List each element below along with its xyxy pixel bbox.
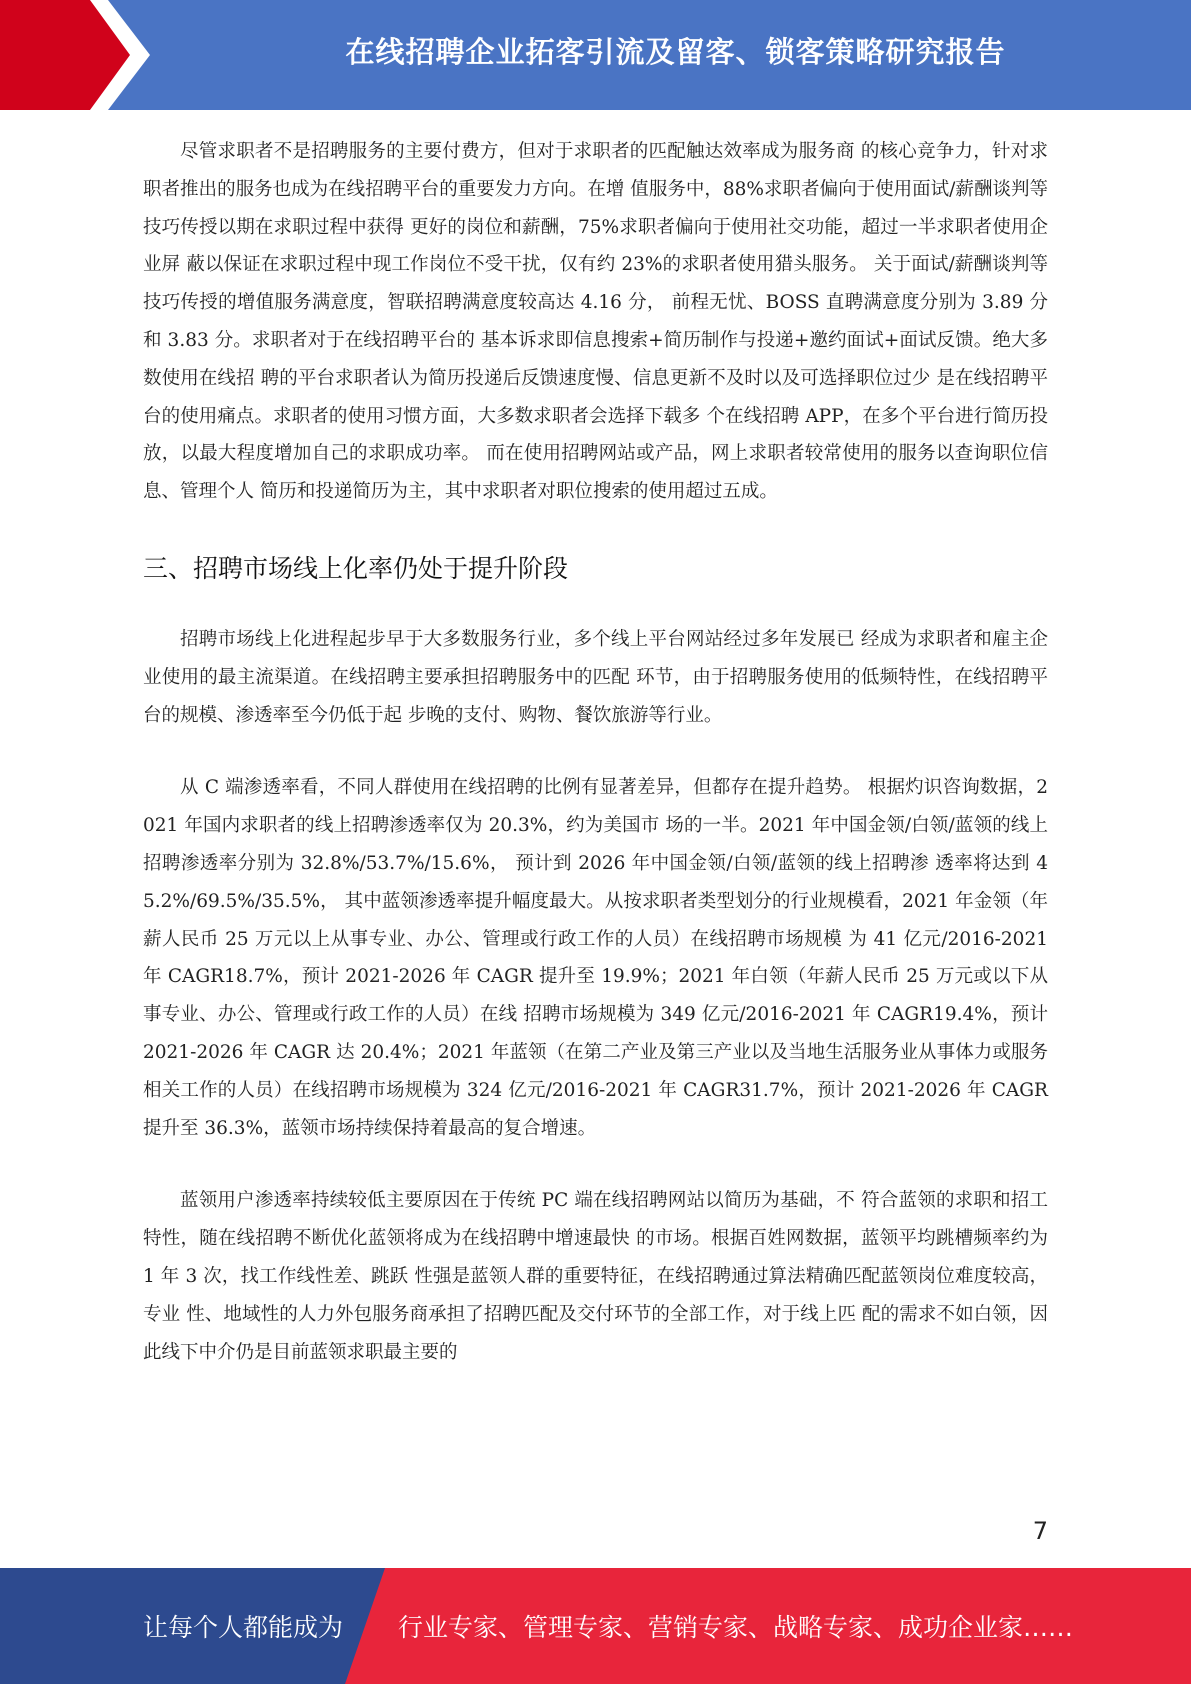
page-footer (0, 1568, 1191, 1684)
page-number: 7 (1032, 1517, 1048, 1545)
document-body (143, 133, 1048, 1371)
footer-slogan-left: 让每个人都能成为 (143, 1613, 344, 1642)
paragraph-job-seekers: 尽管求职者不是招聘服务的主要付费方，但对于求职者的匹配触达效率成为服务商 的核心竞争力，针对求职者推出的服务也成为在线招聘平台的重要发力方向。在增 值服务中，88%求职者偏向于使用面试/薪酬谈判等技巧传授以期在求职过程中获得 更好的岗位和薪酬，75%求职者偏向于使用社交功能，超过一半求职者使用企业屏 蔽以保证在求职过程中现工作岗位不受干扰，仅有约 23%的求职者使用猎头服务。 关于面试/薪酬谈判等技巧传授的增值服务满意度，智联招聘满意度较高达 4.16 分， 前程无忧、BOSS 直聘满意度分别为 3.89 分和 3.83 分。求职者对于在线招聘平台的 基本诉求即信息搜索+简历制作与投递+邀约面试+面试反馈。绝大多数使用在线招 聘的平台求职者认为简历投递后反馈速度慢、信息更新不及时以及可选择职位过少 是在线招聘平台的使用痛点。求职者的使用习惯方面，大多数求职者会选择下载多 个在线招聘 APP，在多个平台进行简历投放，以最大程度增加自己的求职成功率。 而在使用招聘网站或产品，网上求职者较常使用的服务以查询职位信息、管理个人 简历和投递简历为主，其中求职者对职位搜索的使用超过五成。 (143, 141, 1048, 503)
paragraph-blue-collar: 蓝领用户渗透率持续较低主要原因在于传统 PC 端在线招聘网站以简历为基础，不 符合蓝领的求职和招工特性，随在线招聘不断优化蓝领将成为在线招聘中增速最快 的市场。根据百姓网数据，蓝领平均跳槽频率约为 1 年 3 次，找工作线性差、跳跃 性强是蓝领人群的重要特征，在线招聘通过算法精确匹配蓝领岗位难度较高，专业 性、地域性的人力外包服务商承担了招聘匹配及交付环节的全部工作，对于线上匹 配的需求不如白领，因此线下中介仍是目前蓝领求职最主要的 (143, 1190, 1048, 1363)
section-title: 三、招聘市场线上化率仍处于提升阶段 (143, 553, 569, 583)
header-red-block (0, 0, 145, 110)
paragraph-penetration-rate: 从 C 端渗透率看，不同人群使用在线招聘的比例有显著差异，但都存在提升趋势。 根据灼识咨询数据，2021 年国内求职者的线上招聘渗透率仅为 20.3%，约为美国市 场的一半。2021 年中国金领/白领/蓝领的线上招聘渗透率分别为 32.8%/53.7%/15.6%， 预计到 2026 年中国金领/白领/蓝领的线上招聘渗 透率将达到 45.2%/69.5%/35.5%， 其中蓝领渗透率提升幅度最大。从按求职者类型划分的行业规模看，2021 年金领（年 薪人民币 25 万元以上从事专业、办公、管理或行政工作的人员）在线招聘市场规模 为 41 亿元/2016-2021 年 CAGR18.7%，预计 2021-2026 年 CAGR 提升至 19.9%；2021 年白领（年薪人民币 25 万元或以下从事专业、办公、管理或行政工作的人员）在线 招聘市场规模为 349 亿元/2016-2021 年 CAGR19.4%，预计 2021-2026 年 CAGR 达 20.4%；2021 年蓝领（在第二产业及第三产业以及当地生活服务业从事体力或服务 相关工作的人员）在线招聘市场规模为 324 亿元/2016-2021 年 CAGR31.7%，预计 2021-2026 年 CAGR 提升至 36.3%，蓝领市场持续保持着最高的复合增速。 (143, 777, 1048, 1139)
page-header (0, 0, 1191, 110)
footer-slogan-right: 行业专家、管理专家、营销专家、战略专家、成功企业家…… (398, 1613, 1074, 1642)
header-title: 在线招聘企业拓客引流及留客、锁客策略研究报告 (345, 34, 1006, 69)
header-chevron-decoration (0, 0, 160, 110)
paragraph-online-progress: 招聘市场线上化进程起步早于大多数服务行业，多个线上平台网站经过多年发展已 经成为求职者和雇主企业使用的最主流渠道。在线招聘主要承担招聘服务中的匹配 环节，由于招聘服务使用的低频特性，在线招聘平台的规模、渗透率至今仍低于起 步晚的支付、购物、餐饮旅游等行业。 (143, 628, 1048, 726)
